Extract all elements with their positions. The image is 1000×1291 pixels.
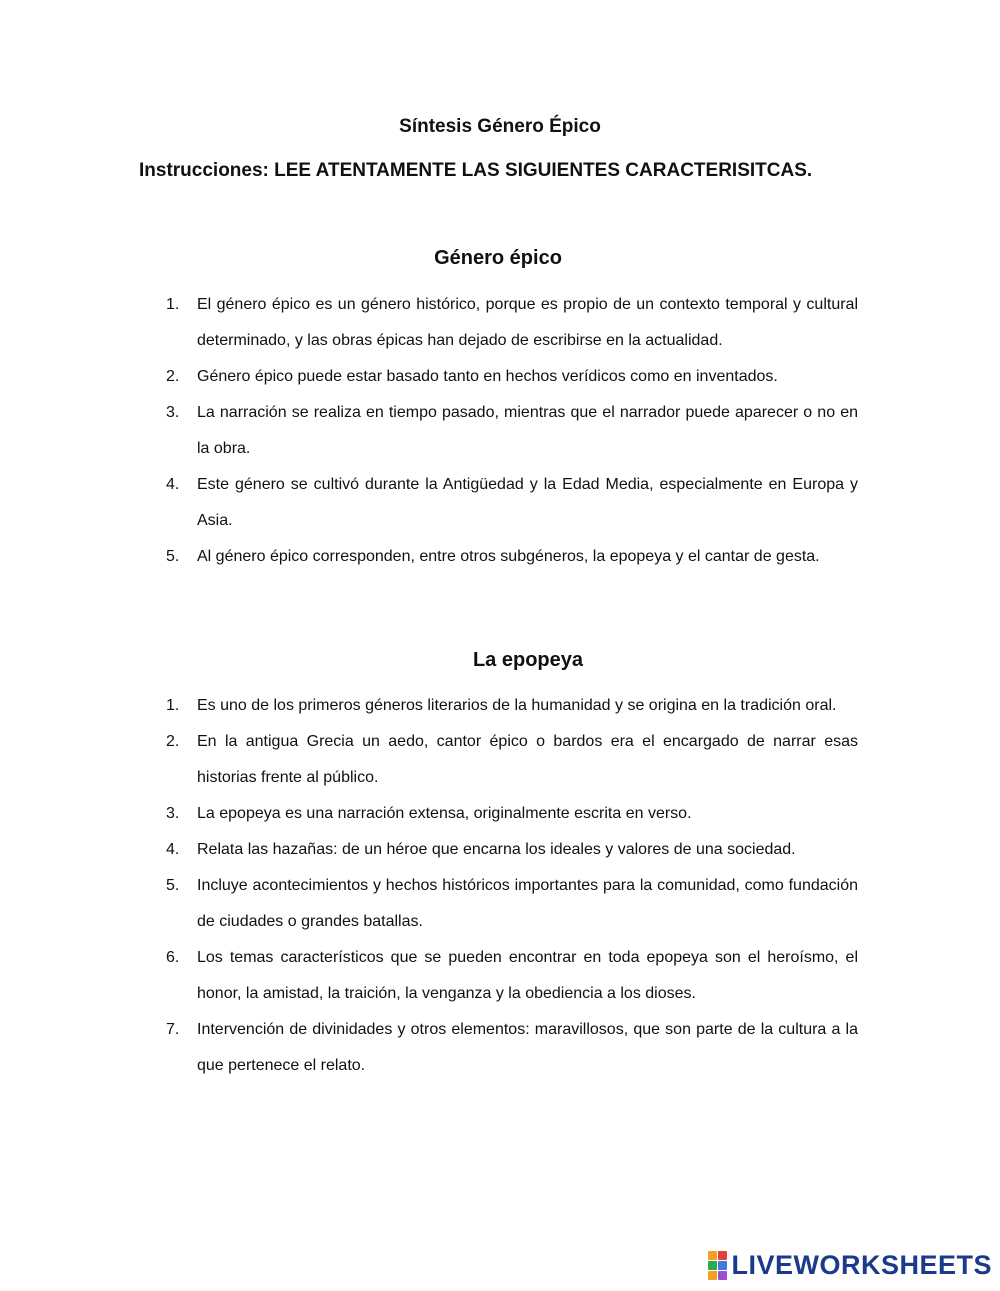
item-text: La epopeya es una narración extensa, originalmente escrita en verso. [197, 805, 692, 822]
section-heading-la-epopeya: La epopeya [472, 649, 584, 671]
list-item [166, 832, 858, 868]
item-text: Género épico puede estar basado tanto en hechos verídicos como en inventados. [197, 368, 778, 385]
genero-epico-list [166, 287, 858, 575]
item-number: 1. [166, 697, 180, 714]
list-item [166, 359, 858, 395]
list-item [166, 940, 858, 1012]
item-number: 5. [166, 548, 180, 565]
list-item [166, 467, 858, 539]
item-text: Intervención de divinidades y otros elementos: maravillosos, que son parte de la cultura a la que pertenece el relato. [197, 1021, 858, 1074]
liveworksheets-logo-icon [708, 1251, 727, 1280]
item-text: Al género épico corresponden, entre otros subgéneros, la epopeya y el cantar de gesta. [197, 548, 820, 565]
item-number: 4. [166, 841, 180, 858]
item-number: 5. [166, 877, 180, 894]
section-heading-genero-epico: Género épico [434, 247, 562, 269]
liveworksheets-watermark[interactable] [708, 1250, 992, 1281]
list-item [166, 287, 858, 359]
item-number: 3. [166, 404, 180, 421]
item-number: 1. [166, 296, 180, 313]
item-text: Incluye acontecimientos y hechos históricos importantes para la comunidad, como fundación de ciudades o grandes batallas. [197, 877, 858, 930]
la-epopeya-list [166, 688, 858, 1084]
item-text: La narración se realiza en tiempo pasado, mientras que el narrador puede aparecer o no en la obra. [197, 404, 858, 457]
item-number: 6. [166, 949, 180, 966]
list-item [166, 688, 858, 724]
document-title: Síntesis Género Épico [399, 116, 601, 137]
list-item [166, 395, 858, 467]
list-item [166, 868, 858, 940]
item-number: 7. [166, 1021, 180, 1038]
item-number: 2. [166, 368, 180, 385]
item-text: El género épico es un género histórico, porque es propio de un contexto temporal y cultural determinado, y las obras épicas han dejado de escribirse en la actualidad. [197, 296, 858, 349]
item-number: 2. [166, 733, 180, 750]
list-item [166, 539, 858, 575]
item-text: Relata las hazañas: de un héroe que encarna los ideales y valores de una sociedad. [197, 841, 796, 858]
item-number: 3. [166, 805, 180, 822]
list-item [166, 1012, 858, 1084]
list-item [166, 796, 858, 832]
item-number: 4. [166, 476, 180, 493]
watermark-text: LIVEWORKSHEETS [731, 1250, 992, 1280]
list-item [166, 724, 858, 796]
item-text: En la antigua Grecia un aedo, cantor épico o bardos era el encargado de narrar esas historias frente al público. [197, 733, 858, 786]
item-text: Los temas característicos que se pueden encontrar en toda epopeya son el heroísmo, el honor, la amistad, la traición, la venganza y la obediencia a los dioses. [197, 949, 858, 1002]
item-text: Este género se cultivó durante la Antigüedad y la Edad Media, especialmente en Europa y Asia. [197, 476, 858, 529]
item-text: Es uno de los primeros géneros literarios de la humanidad y se origina en la tradición oral. [197, 697, 837, 714]
instructions-text: Instrucciones: LEE ATENTAMENTE LAS SIGUIENTES CARACTERISITCAS. [139, 160, 813, 181]
